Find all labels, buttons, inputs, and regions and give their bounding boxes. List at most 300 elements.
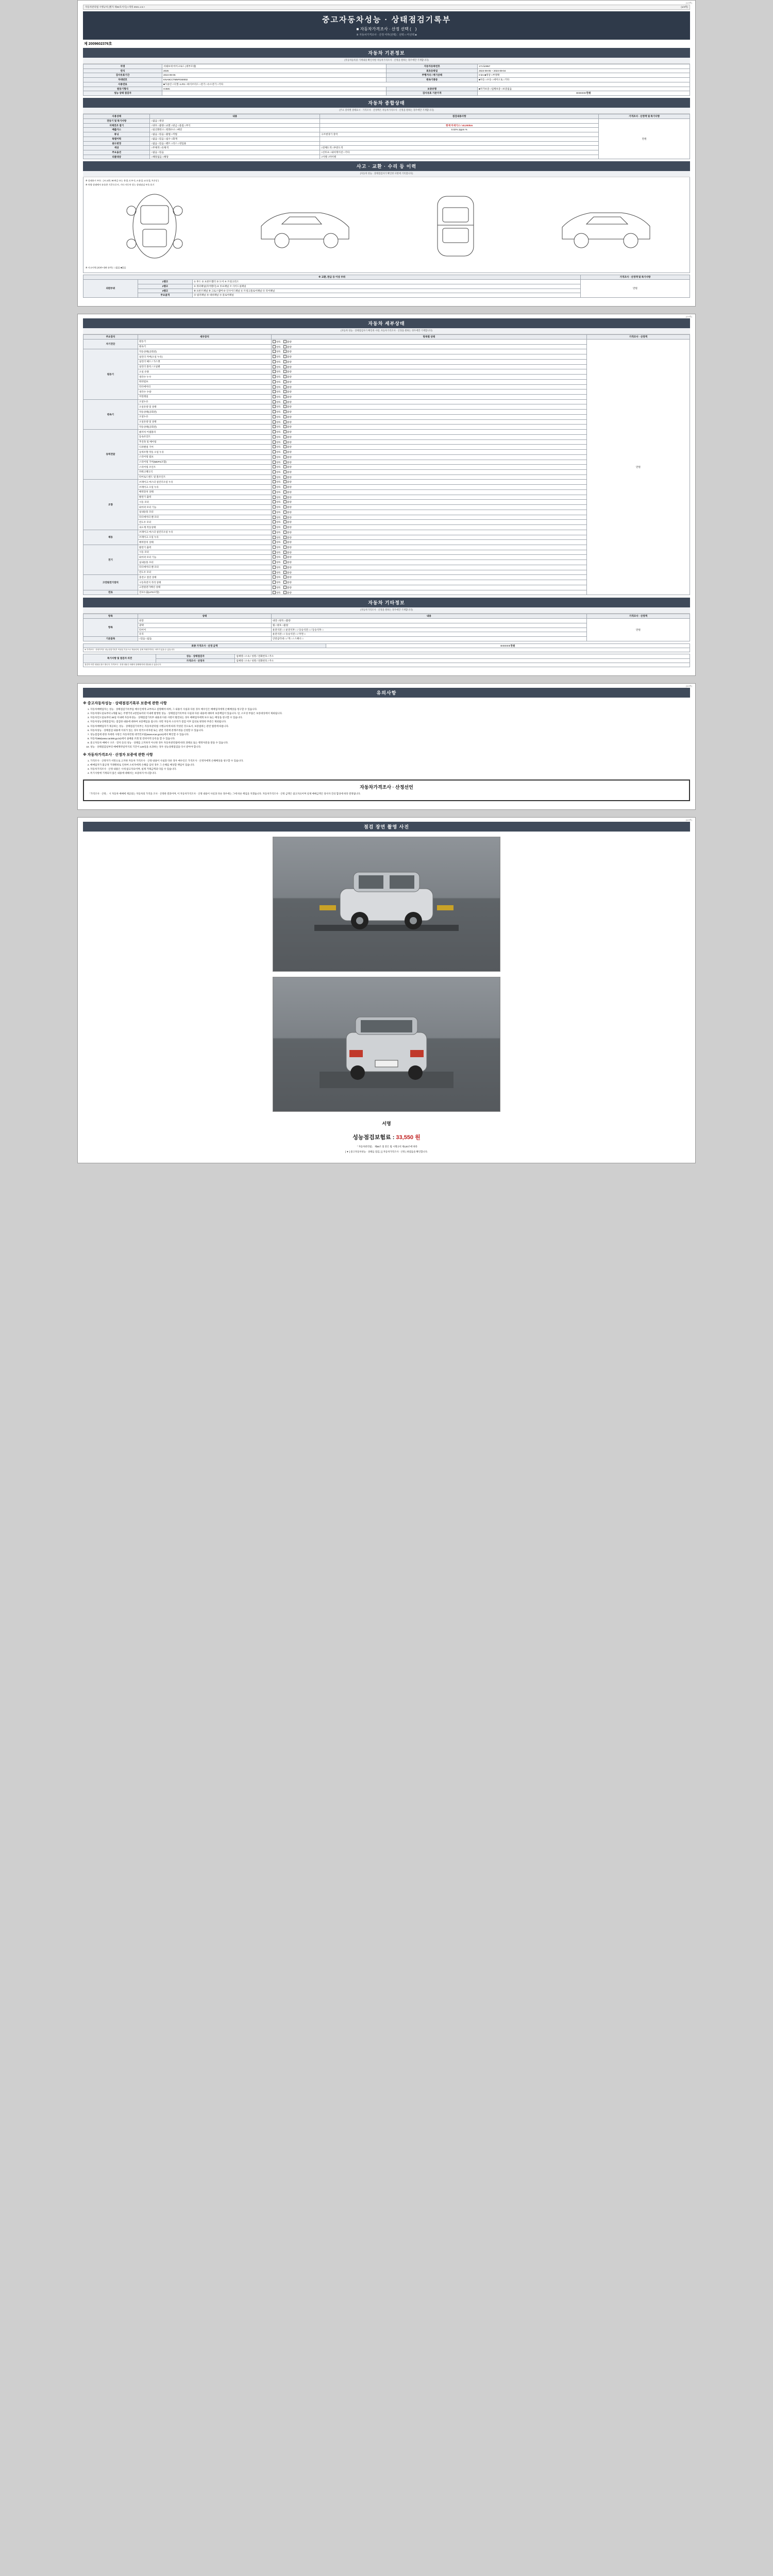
table-header-row [83,335,690,340]
detail-item-8-0: 연료누출(LPG포함) [138,590,271,595]
detail-state-6-5[interactable]: 양호 불량 [271,570,586,575]
detail-state-0-0[interactable]: 양호 불량 [271,339,586,344]
basic-value-1: 2025 [162,69,386,73]
overall-content-7: □없음 □있음 [150,150,320,155]
detail-state-6-2[interactable]: 양호 불량 [271,555,586,560]
table-row [83,118,690,123]
basic-label2-2: 주행거리 / 계기상태 [386,73,478,78]
notice-insurance-list [90,759,690,775]
accident-section-note: (자동차 성능 · 상태점검자가 확인한 사항에 기록합니다) [83,171,690,177]
page-mark-3: (3/4쪽) [685,684,692,687]
detail-status-table [83,334,690,595]
detail-state-6-3[interactable]: 양호 불량 [271,560,586,565]
basic-label-5: 원동기형식 [83,87,162,91]
overall-section-title: 자동차 종합상태 [83,98,690,108]
footer-note-2: [ ▼ ] 중고자동차성능 · 상태를 점검, [ ] 자동차가격조사 · 산정 ) 하였음을 확인합니다. [345,1150,428,1153]
basic-section-note: (자동차등록증 기재내용 확인사항 자동차가격조사 · 산정을 원하는 경우에만 기재합니다) [83,58,690,64]
overall-detail-1: 현재 미세기스 / 40,000km [320,123,599,128]
detail-state-4-1[interactable]: 양호 불량 [271,485,586,490]
accident-items-1: ⑤ 쿼터패널(리어휀더) ⑥ 루프패널 ⑦ 사이드실패널 [192,284,580,289]
overall-content-4: □없음 □있음 □침수 □화재 [150,137,320,141]
accident-rank-0: 1랭크 [138,280,192,284]
detail-col-1: 세부장치 [138,335,271,340]
detail-item-7-0: 충전구 절연 상태 [138,575,271,580]
price-summary-note: ※ 가격조사 · 산정가격은 성능점검기록부 작성일 기준으로 적용되며, 실제 거래가격과는 차이가 있을 수 있습니다. [83,648,690,652]
accident-rank-1: 2랭크 [138,284,192,289]
page-mark-1: (1/4쪽) [685,2,692,4]
inspection-photo-lift [273,837,500,972]
overall-content-8: □해당없음 □해당 [150,155,320,159]
declaration-box [83,779,690,801]
overall-col-3: 가격조사 · 산정액 및 특기사항 [599,114,690,119]
accident-items-2: ⑧ 프론트패널 ⑨ 크로스멤버 ⑩ 인사이드패널 ⑪ 트렁크플로어패널 ⑫ 리어패널 [192,289,580,293]
others-table [83,614,690,641]
car-diagram-group [86,188,687,265]
page-4 [77,817,696,1163]
detail-item-4-1: 브레이크 오일 누유 [138,485,271,490]
overall-detail-2: 0.02% 2ppm % [320,128,599,132]
detail-state-1-3[interactable]: 양호 불량 [271,364,586,369]
overall-col-1: 내용 [150,114,320,119]
detail-group-7: 고전원전기장치 [83,575,138,590]
detail-item-6-3: 실내송풍 모터 [138,560,271,565]
others-col-1: 상태 [138,614,271,619]
detail-item-1-9: 커먼레일 [138,394,271,399]
form-legal-note [83,5,690,10]
overall-content-5: □없음 □있음 □렌트 □리스 □영업용 [150,141,320,146]
detail-item-6-5: 윈도우 모터 [138,570,271,575]
inspector-row-label-1: 가격조사 · 산정자 [156,658,235,663]
detail-state-4-4[interactable]: 양호 불량 [271,500,586,505]
detail-section-note: (자동차 성능 · 상태점검자가 확인한 사항, 자동차가격조사 · 산정을 원하는 경우에만 기재합니다) [83,328,690,334]
detail-item-2-1: 오일유량 및 상태 [138,404,271,410]
notice-list [90,708,690,749]
accident-legend-1: ※ 상태표시 부호 : ( X:교환, W:판금 또는 용접, C:부식, A:흠집, U:요철, T:손상 ) [86,179,159,182]
detail-state-7-1[interactable]: 양호 불량 [271,580,586,585]
detail-state-1-6[interactable]: 양호 불량 [271,379,586,384]
accident-legend-2: ※ 차량 상태에서 유효한 기준으로서, 기타 자동차 성능 상태점검 부호 표기 [86,183,155,187]
detail-group-8: 연료 [83,590,138,595]
basic-label-3: 차대번호 [83,78,162,82]
detail-state-2-5[interactable]: 양호 불량 [271,425,586,430]
table-row [83,280,690,284]
others-basic-label: 기본품목 [83,637,138,641]
detail-item-3-3: 디퍼렌셜 기어 [138,445,271,450]
basic-label2-3: 변속기종류 [386,78,478,82]
detail-item-2-3: 오일누유 [138,414,271,419]
basic-label2-0: 자동차등록번호 [386,64,478,69]
others-content-3: 운전석전 □ / 동승석전 □ / 후면 □ [271,632,586,637]
detail-state-1-0[interactable]: 양호 불량 [271,349,586,354]
detail-state-2-0[interactable]: 양호 불량 [271,399,586,404]
detail-item-3-5: 스티어링 펌프 [138,454,271,460]
overall-content-3: □없음 □있음 □불법 □적법 [150,132,320,137]
detail-state-4-3[interactable]: 양호 불량 [271,495,586,500]
detail-item-1-7: 라디에이터 [138,384,271,389]
basic-value-2: 2024-09-05 [162,73,386,78]
notice-insurance-item-0: 1. 가격조사 · 산정자가 서면으로 고지한 자동차 가격조사 · 산정 내용이 사실과 다른 경우 매수인은 가격조사 · 산정자에게 손해배상을 청구할 수 있습니다. [90,759,690,763]
overall-content-0: □없음 □정상 [150,118,320,123]
detail-state-6-0[interactable]: 양호 불량 [271,545,586,550]
others-group-label: 항목 [83,619,138,637]
overall-content-1: □양호 □불량 □교환 □판금 □흠집 □부식 [150,123,320,128]
detail-item-6-0: 발전기 출력 [138,545,271,550]
car-side-right-diagram [554,195,658,257]
detail-item-4-7: 라디에이터 팬 모터 [138,515,271,520]
declaration-title: 자동차가격조사 · 산정선언 [360,785,413,790]
detail-item-4-5: 와이퍼 모터 기능 [138,505,271,510]
detail-item-3-2: 추진축 및 베어링 [138,439,271,445]
detail-state-3-7[interactable]: 양호 불량 [271,465,586,470]
basic-value2-3: ■자동 □수동 □세미오토 □기타 [478,78,690,82]
others-section-title: 자동차 기타정보 [83,598,690,607]
detail-state-1-8[interactable]: 양호 불량 [271,389,586,395]
table-row [83,658,690,663]
basic-value-5: H4MC [162,87,386,91]
overall-detail-4 [320,137,599,141]
detail-state-3-9[interactable]: 양호 불량 [271,474,586,480]
inspector-row-label-0: 성능 · 상태점검자 [156,654,235,658]
others-name-4: □있음 □없음 [138,637,271,641]
basic-label-4: 사용연료 [83,82,162,87]
table-row [83,648,690,652]
detail-state-4-6[interactable]: 양호 불량 [271,510,586,515]
table-row [83,73,690,78]
detail-group-3: 동력전달 [83,430,138,480]
car-side-left-diagram [254,195,357,257]
notice-insurance-head: ※ 자동차가격조사 · 산정자 보증에 관한 사항 [83,753,153,757]
basic-label-6: 성능·상태 점검자 [83,91,162,96]
accident-outer-label: 외판부위 [83,280,138,298]
detail-state-3-3[interactable]: 양호 불량 [271,445,586,450]
notice-insurance-item-2: 3. 자동차가격조사 · 산정 내용은 시세 참고자료이며, 실제 거래금액과 다를 수 있습니다. [90,768,690,771]
detail-state-6-4[interactable]: 양호 불량 [271,565,586,570]
inspector-row-value-1: 업체명 / 소속 / 성명 / 전화번호 / 주소 [235,658,690,663]
detail-item-1-5: 냉각수 누수 [138,375,271,380]
overall-col-2: 점검내용사항 [320,114,599,119]
detail-item-4-4: 시동 모터 [138,500,271,505]
overall-detail-5 [320,141,599,146]
table-row [83,663,690,667]
car-top-diagram [417,190,494,262]
inspection-fee-row [83,1130,690,1144]
inspector-row-value-0: 업체명 / 소속 / 성명 / 전화번호 / 주소 [235,654,690,658]
document-subtitle: ■ 자동차가격조사 · 산정 선택 ( ) [356,27,417,31]
others-content-1: 휠 □양호 □불량 [271,623,586,628]
detail-state-4-8[interactable]: 양호 불량 [271,520,586,525]
detail-item-1-6: 워터펌프 [138,379,271,384]
others-name-0: 외장 [138,619,271,623]
form-legal-note-left: 자동차관리법 시행규칙 [별지 제82호서식] <개정 2021.1.5.> [85,6,145,8]
accident-rank-2: 3랭크 [138,289,192,293]
inspector-side-label: 특기사항 및 점검자 의견 [83,654,156,663]
basic-value-3: KNA9CCTM5PG60002 [162,78,386,82]
car-front-left-diagram [116,190,193,262]
detail-group-5: 제동 [83,530,138,545]
notice-item-2: 3. 자동차인도일로부터 30일 이내에 자동차성능 · 상태점검기록부 내용과 다른 사항이 발견되는 경우 매매업자에게 보수 또는 배상을 청구할 수 있습니다. [90,716,690,720]
detail-item-1-4: 오일 유량 [138,369,271,375]
detail-item-4-9: 속도계 작동상태 [138,525,271,530]
detail-group-0: 자기진단 [83,339,138,349]
detail-item-1-0: 작동상태(공회전) [138,349,271,354]
detail-item-6-2: 와이퍼 모터 기능 [138,555,271,560]
page-3 [77,683,696,810]
detail-item-2-5: 작동상태(공회전) [138,425,271,430]
detail-state-3-6[interactable]: 양호 불량 [271,460,586,465]
accident-price-label: 가격조사 · 산정액 및 특기사항 [581,275,690,280]
basic-label-1: 연식 [83,69,162,73]
page-mark-2: (2/4쪽) [685,315,692,318]
overall-name-1: 자체전조 점기 [83,123,150,128]
inspection-fee-value: 33,550 원 [396,1134,421,1141]
detail-state-1-2[interactable]: 양호 불량 [271,359,586,364]
detail-state-2-1[interactable]: 양호 불량 [271,404,586,410]
detail-state-4-9[interactable]: 양호 불량 [271,525,586,530]
detail-item-5-1: 브레이크 오일 누유 [138,535,271,540]
detail-item-3-8: 파워크랭크식 [138,469,271,474]
detail-item-4-2: 배력장치 상태 [138,489,271,495]
overall-section-note: (주요 장치별 상태표시 · 가격조사 · 산정액은 자동차가격조사 · 산정을 원하는 경우에만 기재합니다) [83,108,690,114]
accident-parts-title: ※ 교환, 판금 등 이상 부위 [83,275,581,280]
table-row [83,91,690,96]
detail-state-2-3[interactable]: 양호 불량 [271,414,586,419]
detail-group-1: 원동기 [83,349,138,399]
table-row [83,82,690,87]
overall-name-6: 색상 [83,146,150,150]
overall-detail-3: 구조변경기 장착 [320,132,599,137]
detail-item-3-7: 스티어링 조인트 [138,465,271,470]
accident-rank-3: 주요골격 [138,293,192,298]
table-row [83,78,690,82]
inspection-fee-label: 성능점검보험료 : [352,1134,395,1141]
table-row [83,69,690,73]
detail-item-1-8: 냉각수 수량 [138,389,271,395]
basic-value-6 [162,91,386,96]
basic-section-title: 자동차 기본정보 [83,48,690,58]
basic-value-0: 셔쉐보네 마이크로드 (세부모델) [162,64,386,69]
detail-item-1-1: 실린더 커버(오일 누유) [138,354,271,360]
photo-car-rear-view [320,1006,453,1088]
basic-value2-0: 171로0957 [478,64,690,69]
page-2 [77,314,696,676]
detail-item-7-2: 고전원전기배선 상태 [138,585,271,590]
basic-label2-5: 보증유형 [386,87,478,91]
basic-label-2: 검사유효기간 [83,73,162,78]
form-legal-note-right: (1/4쪽) [681,6,688,8]
detail-item-1-3: 실린더 블록 / 오일팬 [138,364,271,369]
notice-insurance-item-3: 4. 특기사항에 기재되지 않은 내용에 대해서는 보증하지 아니합니다. [90,772,690,775]
overall-status-table [83,114,690,159]
overall-content-2: □일산화탄소 □탄화수소 □매연 [150,128,320,132]
detail-item-1-2: 실린더 헤드 / 가스켓 [138,359,271,364]
basic-label2-6: 검사유효 기준가격 [386,91,478,96]
overall-detail-8: □이행 □미이행 [320,155,599,159]
detail-item-3-9: 타이로드엔드 및 볼조인트 [138,474,271,480]
photo-car-on-lift [309,858,464,945]
overall-name-2: 배출가스 [83,128,150,132]
detail-state-4-0[interactable]: 양호 불량 [271,480,586,485]
detail-item-3-4: 동력조향 작동 오일 누유 [138,450,271,455]
detail-state-2-4[interactable]: 양호 불량 [271,419,586,425]
page-mark-4: (4/4쪽) [685,818,692,821]
detail-col-2: 항목별 상태 [271,335,586,340]
accident-question: ※ 사고이력 (외판+내판 유무) : □없음 ■있음 [86,266,126,269]
document-number-row [83,40,690,48]
detail-state-4-7[interactable]: 양호 불량 [271,515,586,520]
overall-name-8: 리콜대상 [83,155,150,159]
notice-title: 유의사항 [83,688,690,698]
accident-diagram [83,177,690,273]
notice-item-1: 2. 자동차양도일로부터 1개월 또는 주행거리 2천킬로미터 이내에 발생한 성능 · 상태점검기록부의 사실과 다른 내용에 대하여 보증책임이 있습니다. 단, 소모성 부품은 보증대상에서 제외됩니다. [90,712,690,716]
detail-item-4-3: 발전기 출력 [138,495,271,500]
notice-item-6: 7. 성능점검에 관한 자세한 사항은 자동차민원 대국민포털(www.ecar.go.kr)에서 확인할 수 있습니다. [90,733,690,737]
detail-group-4: 조향 [83,480,138,530]
page-1 [77,0,696,307]
detail-item-7-1: 구동축전지 격리 상태 [138,580,271,585]
others-price: 만원 [586,619,690,641]
signature-label: 서명 [382,1121,391,1126]
overall-name-5: 용도변경 [83,141,150,146]
accident-items-0: ① 후드 ② 프론트휀더 ③ 도어 ④ 트렁크리드 [192,280,580,284]
declaration-body: 「가격조사 · 산정」 시 자동차 매매에 제공되는 자동차의 가격을 조사 · 산정한 결과이며, 이 자동차가격조사 · 산정 내용이 사실과 다른 경우에는 그에 따른 책임을 지겠습니다. 자동차가격조사 · 산정 금액은 참고자료이며 실제 매매금액은 당사자 간의 합의에 따라 결정됩니다. [88,792,361,795]
inspector-side-text: 점검자 의견 내용을 참고 합니다. 가격조사 · 산정 내용은 차량의 상태에 따라 변동될 수 있습니다. [83,663,690,667]
notice-item-9: 10. 성능 · 상태점검일부터 매매계약일까지의 기간이 120일을 초과하는 경우 성능상태점검을 다시 받아야 합니다. [90,745,690,749]
others-content-2: 운전석전 □ / 운전석후 □ / 동승석전 □ / 동승석후 □ [271,628,586,632]
basic-value-4: ■가솔린 □디젤 □LPG □하이브리드 □전기 □수소전기 □기타 [162,82,690,87]
others-col-2: 내용 [271,614,586,619]
detail-col-3: 가격조사 · 산정액 [586,335,690,340]
accident-section-title: 사고 · 교환 · 수리 등 이력 [83,161,690,171]
detail-state-5-2[interactable]: 양호 불량 [271,540,586,545]
overall-name-4: 특별이력 [83,137,150,141]
basic-value2-5: ■자가보증 □업체보증 □보증없음 [478,87,690,91]
notice-item-0: 1. 자동차매매업자는 성능 · 상태점검기록부를 매수인에게 교부하고 설명해야 하며, 그 내용이 사실과 다른 경우 매수인은 매매업자에게 손해배상을 청구할 수 있습니다. [90,708,690,711]
detail-state-4-5[interactable]: 양호 불량 [271,505,586,510]
detail-section-title: 자동차 세부상태 [83,318,690,328]
table-header-row [83,275,690,280]
detail-item-2-4: 오일유량 및 상태 [138,419,271,425]
overall-price: 만원 [599,118,690,159]
basic-value2-2: 0 km ■정상 □부정확 [478,73,690,78]
document-number-value: 2009602376호 [88,42,112,46]
table-header-row [83,114,690,119]
accident-items-3: ⑬ 필러패널 ⑭ 대쉬패널 ⑮ 플로어패널 [192,293,580,298]
detail-state-3-5[interactable]: 양호 불량 [271,454,586,460]
detail-state-6-1[interactable]: 양호 불량 [271,550,586,555]
detail-item-4-8: 윈도우 모터 [138,520,271,525]
accident-price-value: 만원 [581,280,690,298]
table-row [83,87,690,91]
notice-item-8: 9. 중고자동차 매매시 구조 · 장치 등의 성능 · 상태를 고지하지 아니한 경우 자동차관리법에 따라 과태료 또는 행정처분을 받을 수 있습니다. [90,741,690,745]
detail-item-5-0: 브레이크 마스터 실린더오일 누유 [138,530,271,535]
detail-item-2-0: 오일누유 [138,399,271,404]
others-content-4: 안전삼각대 □ / 잭 □ / 스패너 □ [271,637,586,641]
detail-item-0-0: 원동기 [138,339,271,344]
basic-label2-1: 최초등록일 [386,69,478,73]
document-title: 중고자동차성능 · 상태점검기록부 [322,15,451,24]
others-col-0: 항목 [83,614,138,619]
detail-state-0-1[interactable]: 양호 불량 [271,344,586,349]
basic-value2-1: 2024-09-05 ~ 2024-09-04 [478,69,690,73]
detail-state-3-4[interactable]: 양호 불량 [271,450,586,455]
detail-state-1-1[interactable]: 양호 불량 [271,354,586,360]
table-row [83,654,690,658]
footer-note-1: 「 자동차관리법」 제58조 및 같은 법 시행규칙 제120조에 따라 [356,1145,417,1148]
notice-head: ※ 중고자동차성능 · 상태점검기록부 보증에 관한 사항 [83,701,167,705]
table-header-row [83,614,690,619]
detail-state-4-2[interactable]: 양호 불량 [271,489,586,495]
detail-state-3-0[interactable]: 양호 불량 [271,430,586,435]
notice-insurance-item-1: 2. 매매업자가 불공정 거래행위로 인하여 소비자에게 손해를 입힌 경우 그 손해를 배상할 책임이 있습니다. [90,764,690,767]
detail-state-3-1[interactable]: 양호 불량 [271,434,586,439]
detail-state-1-7[interactable]: 양호 불량 [271,384,586,389]
detail-item-6-1: 시동 모터 [138,550,271,555]
detail-state-5-1[interactable]: 양호 불량 [271,535,586,540]
overall-col-0: 사용상태 [83,114,150,119]
detail-state-1-4[interactable]: 양호 불량 [271,369,586,375]
detail-state-7-2[interactable]: 양호 불량 [271,585,586,590]
table-row [83,339,690,344]
detail-item-3-1: 등속조인트 [138,434,271,439]
detail-item-4-0: 브레이크 마스터 실린더오일 누유 [138,480,271,485]
price-summary-value: 0 0 0 0 0 만원 [326,643,690,648]
notice-item-7: 8. 자동차365(www.car365.go.kr)에서 실매물 조회 및 강비이력 등록을 할 수 있습니다. [90,737,690,741]
photos-section-title: 점검 장면 촬영 사진 [83,822,690,832]
detail-state-1-9[interactable]: 양호 불량 [271,394,586,399]
detail-item-0-1: 변속기 [138,344,271,349]
inspector-table [83,654,690,667]
price-summary-title: 최종 가격조사 · 산정 금액 [83,643,326,648]
notice-item-3: 4. 자동차성능상태점검자는 점검한 내용에 대하여 보증책임을 집니다. 다만 자동차 소유자가 점검 이후 임의로 변경한 부분은 제외됩니다. [90,720,690,724]
others-col-3: 가격조사 · 산정액 [586,614,690,619]
price-summary-table [83,643,690,652]
detail-item-5-2: 배력장치 상태 [138,540,271,545]
overall-detail-6: □전체도색 □부분도색 [320,146,599,150]
detail-item-6-4: 라디에이터 팬 모터 [138,565,271,570]
detail-price: 만원 [586,339,690,595]
detail-state-8-0[interactable]: 양호 불량 [271,590,586,595]
detail-state-2-2[interactable]: 양호 불량 [271,410,586,415]
detail-state-7-0[interactable]: 양호 불량 [271,575,586,580]
overall-content-6: □무채색 □유채색 [150,146,320,150]
inspection-photo-rear [273,977,500,1112]
overall-detail-0 [320,118,599,123]
detail-state-3-8[interactable]: 양호 불량 [271,469,586,474]
document-header-note: ※ 자동차가격조사 · 산정 여부(선택)：선택 □ 미선택 ■ [356,33,417,37]
basic-label-0: 차명 [83,64,162,69]
detail-table-body [83,339,690,595]
detail-item-2-2: 작동상태(공회전) [138,410,271,415]
others-name-3: 유리 [138,632,271,637]
detail-col-0: 주요장치 [83,335,138,340]
document-number-label: 제 [84,42,88,46]
table-row [83,619,690,623]
detail-state-1-5[interactable]: 양호 불량 [271,375,586,380]
others-content-0: 내장 □양호 □불량 [271,619,586,623]
detail-state-3-2[interactable]: 양호 불량 [271,439,586,445]
accident-parts-table [83,275,690,298]
detail-state-5-0[interactable]: 양호 불량 [271,530,586,535]
detail-group-6: 전기 [83,545,138,575]
notice-item-4: 5. 자동차매매업자가 제공하는 성능 · 상태점검기록부는 자동차관리법 시행규칙에 따라 작성된 것으로서, 보증범위는 관련 법령에 따릅니다. [90,725,690,728]
overall-name-7: 주요옵션 [83,150,150,155]
others-section-note: (자동차가격조사 · 산정을 원하는 경우에만 기재합니다) [83,607,690,614]
overall-name-0: 전동기 및 특기사항 [83,118,150,123]
basic-info-table [83,64,690,96]
overall-detail-7: □선루프 □내비게이션 □기타 [320,150,599,155]
detail-group-2: 변속기 [83,399,138,429]
others-name-2: 타이어 [138,628,271,632]
